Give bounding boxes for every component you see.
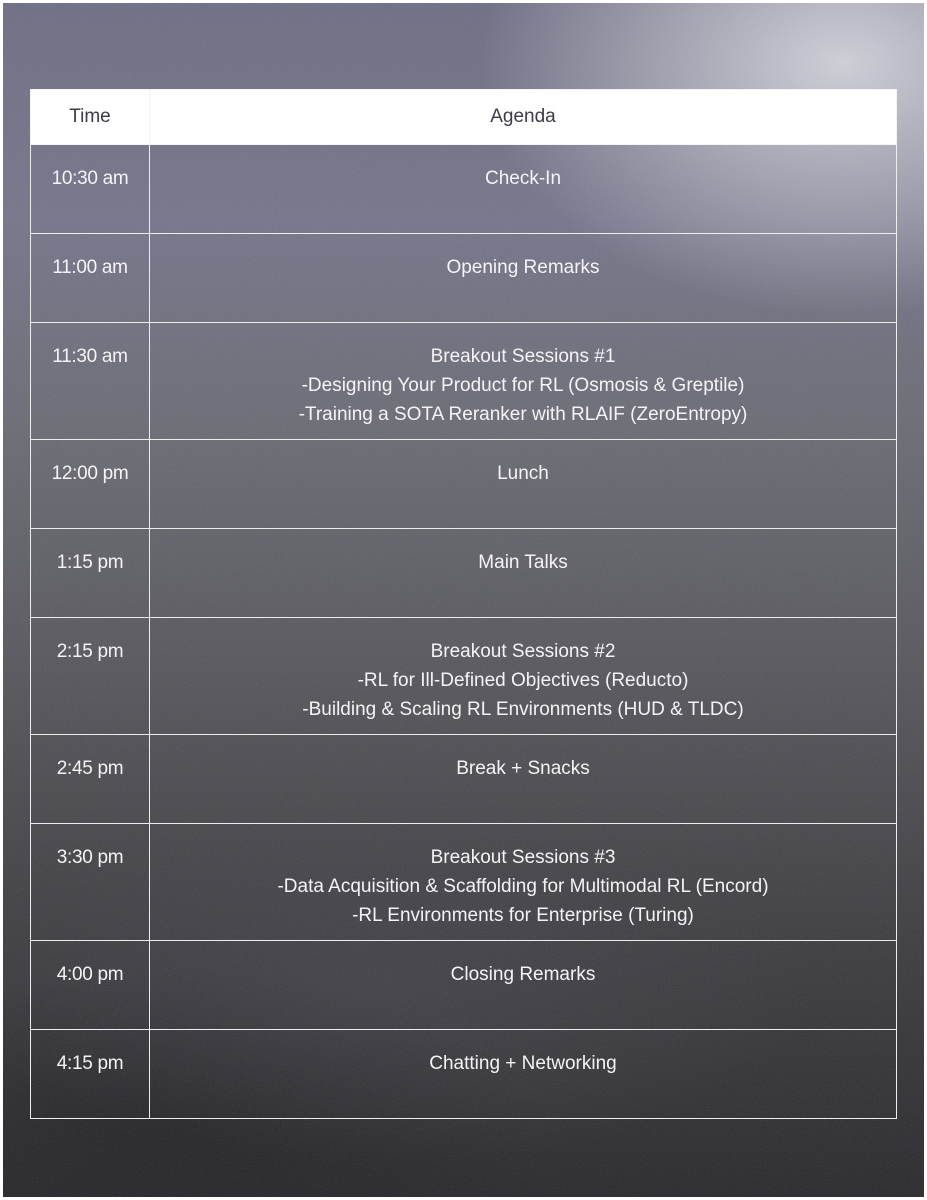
agenda-cell (150, 1030, 897, 1119)
agenda-poster (3, 3, 924, 1197)
time-cell: 12:00 pm (31, 440, 150, 529)
agenda-item-title: Opening Remarks (446, 257, 600, 278)
time-cell: 4:15 pm (31, 1030, 150, 1119)
agenda-row (31, 941, 897, 1030)
agenda-session-line: -RL Environments for Enterprise (Turing) (352, 905, 694, 926)
agenda-item-title: Main Talks (478, 552, 568, 573)
agenda-session-line: -Building & Scaling RL Environments (HUD & TLDC) (302, 699, 744, 720)
agenda-cell (150, 440, 897, 529)
agenda-session-line: -Data Acquisition & Scaffolding for Multimodal RL (Encord) (277, 876, 769, 897)
agenda-row (31, 529, 897, 618)
agenda-item-title: Closing Remarks (450, 964, 596, 985)
time-cell: 4:00 pm (31, 941, 150, 1030)
agenda-item-title: Break + Snacks (456, 758, 590, 779)
time-cell: 10:30 am (31, 145, 150, 234)
agenda-item-title: Breakout Sessions #3 (430, 847, 616, 868)
agenda-cell (150, 234, 897, 323)
agenda-item-title: Lunch (497, 463, 549, 484)
agenda-item-title: Breakout Sessions #2 (430, 641, 616, 662)
agenda-item-title: Check-In (484, 168, 562, 189)
agenda-cell (150, 941, 897, 1030)
agenda-cell (150, 735, 897, 824)
agenda-table (30, 89, 897, 1119)
agenda-cell (150, 145, 897, 234)
time-cell: 11:00 am (31, 234, 150, 323)
agenda-session-line: -Designing Your Product for RL (Osmosis & Greptile) (301, 375, 745, 396)
agenda-row (31, 735, 897, 824)
time-cell: 2:45 pm (31, 735, 150, 824)
agenda-row (31, 618, 897, 735)
agenda-cell (150, 618, 897, 735)
agenda-column-header: Agenda (150, 90, 897, 145)
agenda-cell (150, 529, 897, 618)
agenda-row (31, 145, 897, 234)
agenda-row (31, 323, 897, 440)
time-cell: 11:30 am (31, 323, 150, 440)
time-cell: 1:15 pm (31, 529, 150, 618)
agenda-cell (150, 824, 897, 941)
agenda-item-title: Chatting + Networking (429, 1053, 617, 1074)
agenda-row (31, 824, 897, 941)
time-cell: 2:15 pm (31, 618, 150, 735)
time-cell: 3:30 pm (31, 824, 150, 941)
time-column-header: Time (31, 90, 150, 145)
agenda-cell (150, 323, 897, 440)
agenda-session-line: -Training a SOTA Reranker with RLAIF (ZeroEntropy) (298, 404, 748, 425)
agenda-row (31, 440, 897, 529)
agenda-row (31, 1030, 897, 1119)
header-row (31, 90, 897, 145)
agenda-session-line: -RL for Ill-Defined Objectives (Reducto) (357, 670, 689, 691)
agenda-row (31, 234, 897, 323)
agenda-item-title: Breakout Sessions #1 (430, 346, 616, 367)
